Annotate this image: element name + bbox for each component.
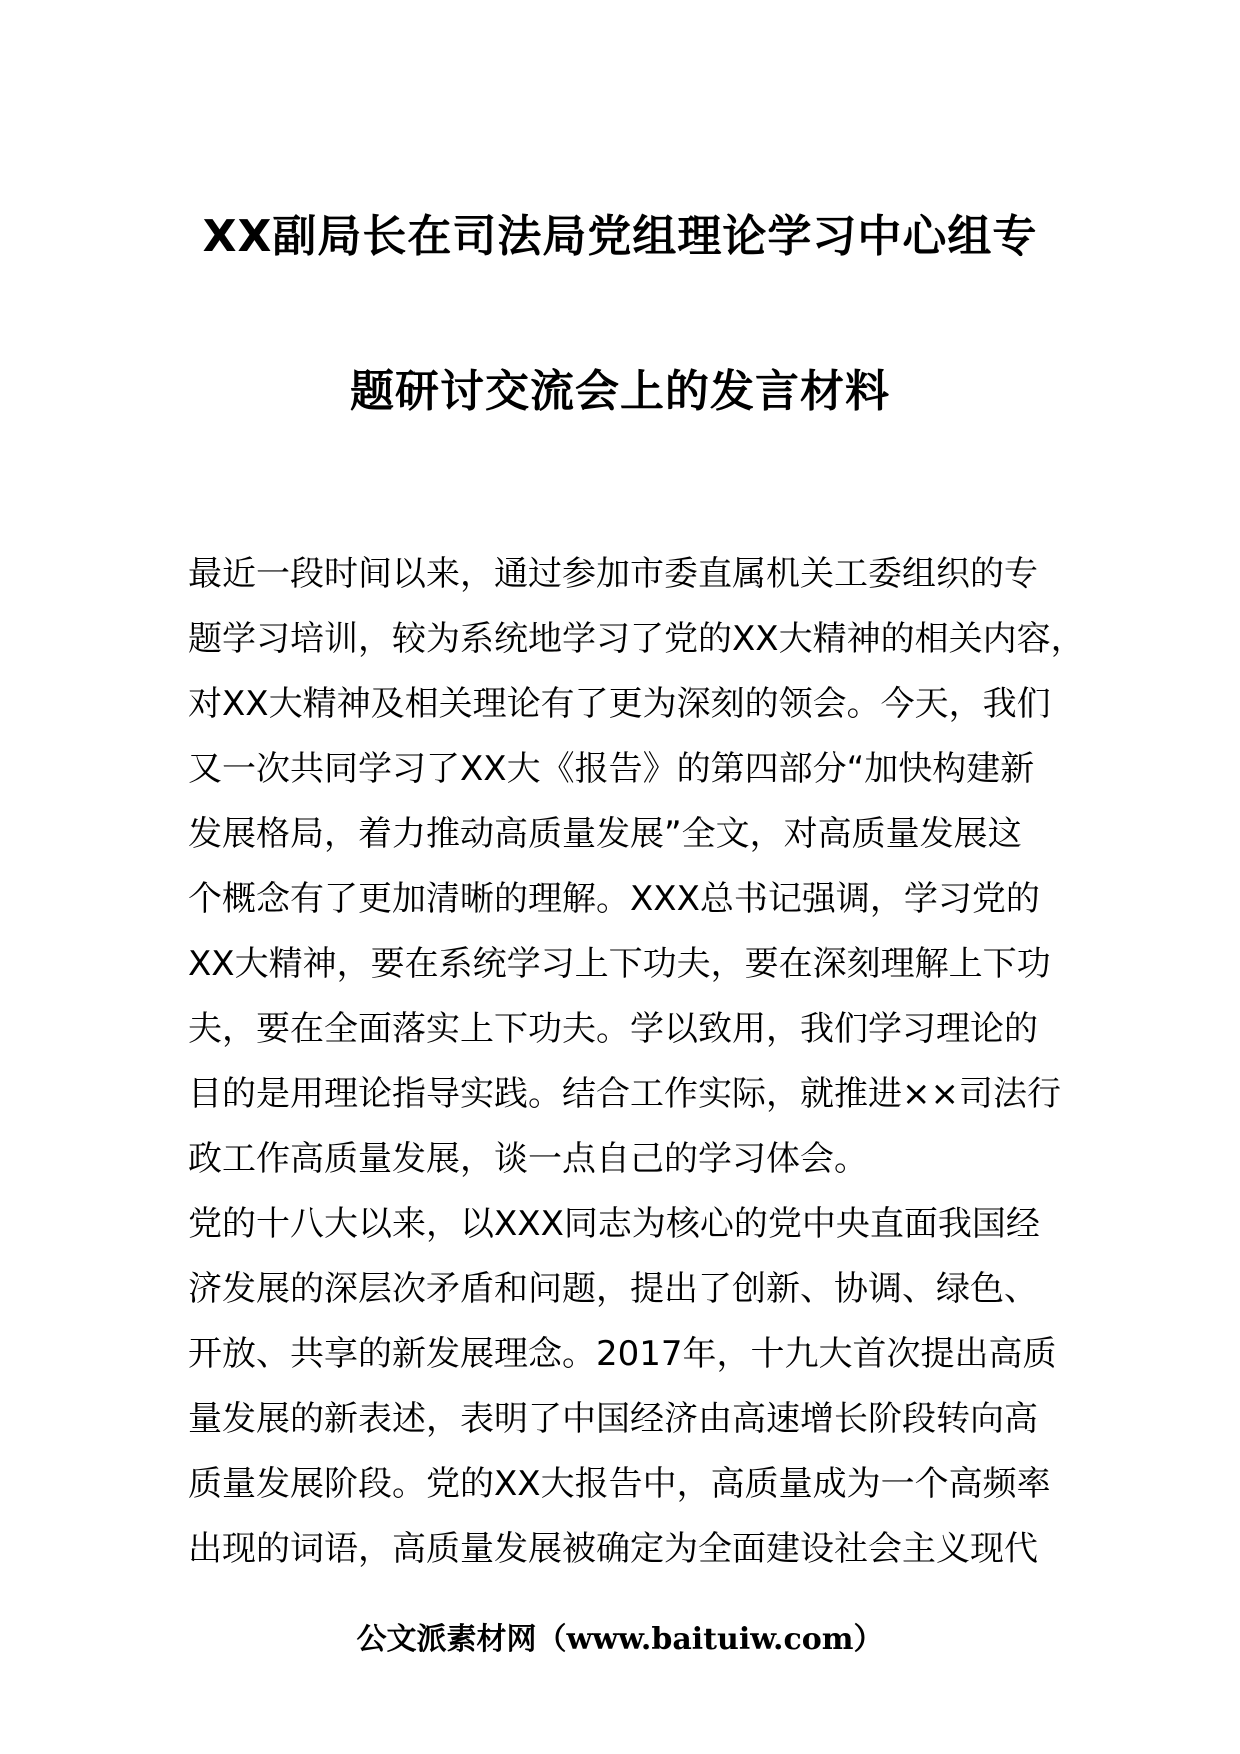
body-line: 题学习培训，较为系统地学习了党的XX大精神的相关内容， bbox=[188, 619, 1085, 659]
body-line: 政工作高质量发展，谈一点自己的学习体会。 bbox=[188, 1139, 868, 1179]
footer-site: （www.baituiw.com） bbox=[536, 1622, 884, 1657]
document-title-line-1: XX副局长在司法局党组理论学习中心组专 bbox=[202, 211, 1038, 262]
body-line: 党的十八大以来，以XXX同志为核心的党中央直面我国经 bbox=[188, 1204, 1040, 1244]
body-line: 又一次共同学习了XX大《报告》的第四部分“加快构建新 bbox=[188, 749, 1035, 789]
footer-label: 公文派素材网 bbox=[356, 1622, 537, 1657]
body-line: 最近一段时间以来，通过参加市委直属机关工委组织的专 bbox=[188, 554, 1038, 594]
body-line: 量发展的新表述，表明了中国经济由高速增长阶段转向高 bbox=[188, 1399, 1038, 1439]
document-body bbox=[188, 542, 1088, 1582]
body-line: 济发展的深层次矛盾和问题，提出了创新、协调、绿色、 bbox=[188, 1269, 1038, 1309]
footer-watermark bbox=[0, 1618, 1240, 1662]
body-line: 夫，要在全面落实上下功夫。学以致用，我们学习理论的 bbox=[188, 1009, 1038, 1049]
body-line: 目的是用理论指导实践。结合工作实际，就推进××司法行 bbox=[188, 1074, 1061, 1114]
document-title-line-2: 题研讨交流会上的发言材料 bbox=[350, 366, 890, 417]
body-line: 质量发展阶段。党的XX大报告中，高质量成为一个高频率 bbox=[188, 1464, 1051, 1504]
body-line: 个概念有了更加清晰的理解。XXX总书记强调，学习党的 bbox=[188, 879, 1040, 919]
body-line: 开放、共享的新发展理念。2017年，十九大首次提出高质 bbox=[188, 1334, 1057, 1374]
body-line: 对XX大精神及相关理论有了更为深刻的领会。今天，我们 bbox=[188, 684, 1051, 724]
body-line: 发展格局，着力推动高质量发展”全文，对高质量发展这 bbox=[188, 814, 1022, 854]
body-line: 出现的词语，高质量发展被确定为全面建设社会主义现代 bbox=[188, 1529, 1038, 1569]
body-line: XX大精神，要在系统学习上下功夫，要在深刻理解上下功 bbox=[188, 944, 1051, 984]
